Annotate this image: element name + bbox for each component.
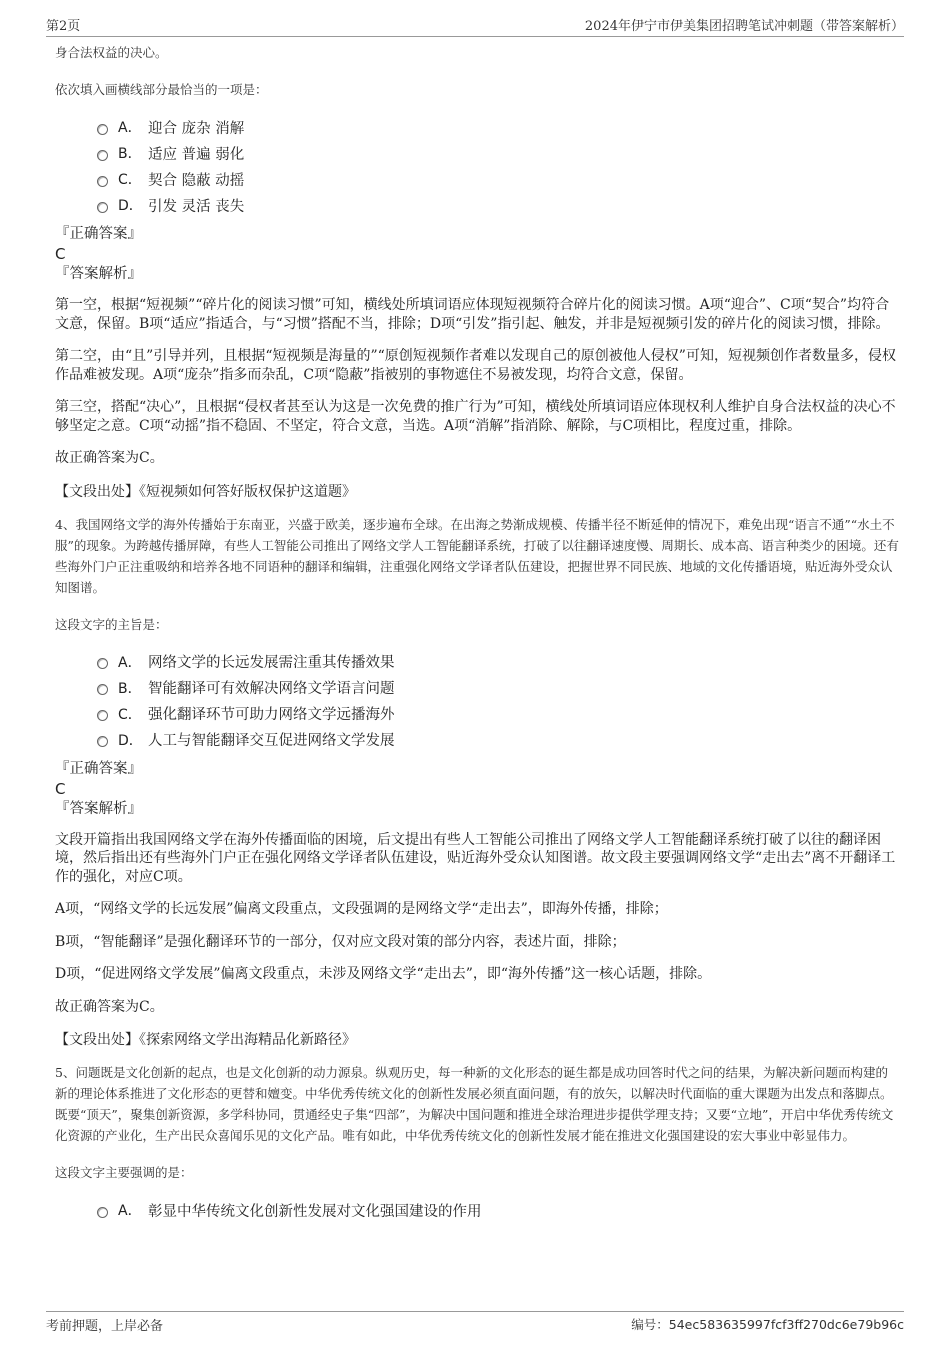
q3-analysis-label: 『答案解析』: [55, 266, 142, 282]
document-title: 2024年伊宁市伊美集团招聘笔试冲刺题（带答案解析）: [584, 19, 904, 34]
document-id: 编号：54ec583635997fcf3ff270dc6e79b96c: [631, 1317, 904, 1332]
radio-icon[interactable]: [97, 1207, 108, 1218]
q3-analysis-1: 第一空，根据“短视频”“碎片化的阅读习惯”可知，横线处所填词语应体现短视频符合碎片化的阅读习惯。A项“迎合”、C项“契合”均符合文意，保留。B项“适应”指适合，与“习惯”搭配不当，排除；D项“引发”指引起、触发，并非是短视频引发的碎片化的阅读习惯，排除。: [55, 297, 890, 332]
radio-icon[interactable]: [97, 150, 108, 161]
q5-option-a[interactable]: A． 彰显中华传统文化创新性发展对文化强国建设的作用: [97, 1197, 900, 1223]
q4-source: 【文段出处】《探索网络文学出海精品化新路径》: [55, 1032, 356, 1048]
q3-source: 【文段出处】《短视频如何答好版权保护这道题》: [55, 483, 356, 500]
q4-stem: 4、我国网络文学的海外传播始于东南亚，兴盛于欧美，逐步遍布全球。在出海之势渐成规模、传播半径不断延伸的情况下，难免出现“语言不通”“水土不服”的现象。为跨越传播屏障，有些人工智能公司推出了网络文学人工智能翻译系统，打破了以往翻译速度慢、周期长、成本高、语言种类少的困境。还有些海外门户正注重吸纳和培养各地不同语种的翻译和编辑，注重强化网络文学译者队伍建设，把握世界不同民族、地域的文化传播语境，贴近海外受众认知图谱。: [55, 516, 899, 595]
q3-option-d[interactable]: D． 引发 灵活 丧失: [97, 192, 900, 218]
q4-answer-label: 『正确答案』: [55, 760, 142, 777]
q4-options: [55, 649, 900, 753]
q3-analysis-3: 第三空，搭配“决心”，且根据“侵权者甚至认为这是一次免费的推广行为”可知，横线处所填词语应体现权利人维护自身合法权益的决心不够坚定之意。C项“动摇”指不稳固、不坚定，符合文意，当选。A项“消解”指消除、解除，与C项相比，程度过重，排除。: [55, 399, 896, 434]
q4-option-b[interactable]: B． 智能翻译可有效解决网络文学语言问题: [97, 675, 900, 701]
q4-analysis-d: D项，“促进网络文学发展”偏离文段重点，未涉及网络文学“走出去”，即“海外传播”这一核心话题，排除。: [55, 966, 712, 982]
radio-icon[interactable]: [97, 176, 108, 187]
q4-analysis-a: A项，“网络文学的长远发展”偏离文段重点，文段强调的是网络文学“走出去”，即海外传播，排除；: [55, 901, 668, 917]
q3-answer: C: [55, 245, 66, 263]
q3-option-b[interactable]: B． 适应 普遍 弱化: [97, 140, 900, 166]
q4-analysis-1: 文段开篇指出我国网络文学在海外传播面临的困境，后文提出有些人工智能公司推出了网络文学人工智能翻译系统打破了以往的翻译困境，然后指出还有些海外门户正在强化网络文学译者队伍建设，贴近海外受众认知图谱。故文段主要强调网络文学“走出去”离不开翻译工作的强化，对应C项。: [55, 831, 896, 885]
q5-stem: 5、问题既是文化创新的起点，也是文化创新的动力源泉。纵观历史，每一种新的文化形态的诞生都是成功回答时代之问的结果，为解决新问题而构建的新的理论体系推进了文化形态的更替和嬗变。中华优秀传统文化的创新性发展必须直面问题，有的放矢，以解决时代面临的重大课题为出发点和落脚点。既要“顶天”，聚集创新资源，多学科协同，贯通经史子集“四部”，为解决中国问题和推进全球治理进步提供学理支持；又要“立地”，开启中华优秀传统文化资源的产业化，生产出民众喜闻乐见的文化产品。唯有如此，中华优秀传统文化的创新性发展才能在推进文化强国建设的宏大事业中彰显伟力。: [55, 1065, 894, 1143]
page-number: 第2页: [46, 19, 81, 34]
page-header: [46, 12, 904, 37]
q4-prompt: 这段文字的主旨是：: [55, 616, 168, 632]
footer-slogan: 考前押题，上岸必备: [46, 1319, 164, 1334]
q3-options: [55, 114, 900, 218]
document-body: [55, 40, 900, 1223]
q4-option-d[interactable]: D． 人工与智能翻译交互促进网络文学发展: [97, 727, 900, 753]
radio-icon[interactable]: [97, 202, 108, 213]
radio-icon[interactable]: [97, 710, 108, 721]
q4-option-a[interactable]: A． 网络文学的长远发展需注重其传播效果: [97, 649, 900, 675]
q3-conclusion: 故正确答案为C。: [55, 450, 164, 466]
radio-icon[interactable]: [97, 658, 108, 669]
q3-answer-label: 『正确答案』: [55, 226, 142, 242]
q4-analysis-b: B项，“智能翻译”是强化翻译环节的一部分，仅对应文段对策的部分内容，表述片面，排除；: [55, 933, 626, 950]
q5-options: [55, 1197, 900, 1223]
q4-option-c[interactable]: C． 强化翻译环节可助力网络文学远播海外: [97, 701, 900, 727]
q4-conclusion: 故正确答案为C。: [55, 998, 164, 1015]
q3-prompt: 依次填入画横线部分最恰当的一项是：: [55, 82, 268, 97]
q3-option-c[interactable]: C． 契合 隐蔽 动摇: [97, 166, 900, 192]
q3-continuation: 身合法权益的决心。: [55, 45, 168, 60]
radio-icon[interactable]: [97, 736, 108, 747]
radio-icon[interactable]: [97, 684, 108, 695]
radio-icon[interactable]: [97, 124, 108, 135]
q3-analysis-2: 第二空，由“且”引导并列，且根据“短视频是海量的”“原创短视频作者难以发现自己的原创被他人侵权”可知，短视频创作者数量多，侵权作品难被发现。A项“庞杂”指多而杂乱，C项“隐蔽”指被别的事物遮住不易被发现，均符合文意，保留。: [55, 348, 896, 383]
q4-answer: C: [55, 779, 66, 798]
q5-prompt: 这段文字主要强调的是：: [55, 1165, 193, 1180]
q4-analysis-label: 『答案解析』: [55, 800, 142, 817]
q3-option-a[interactable]: A． 迎合 庞杂 消解: [97, 114, 900, 140]
page-footer: [46, 1311, 904, 1334]
